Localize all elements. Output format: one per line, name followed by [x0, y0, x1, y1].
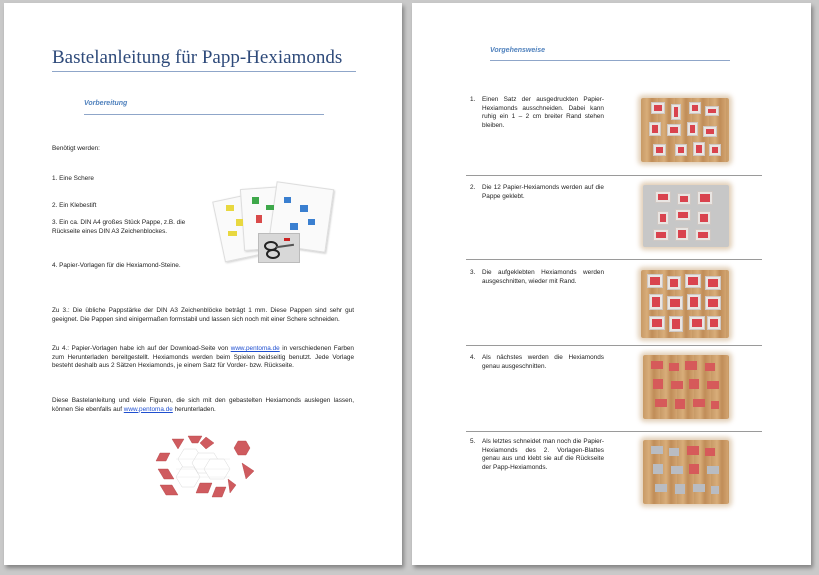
materials-image — [212, 183, 340, 265]
section-heading-vorgehensweise: Vorgehensweise — [490, 47, 545, 54]
section-heading-vorbereitung: Vorbereitung — [84, 100, 128, 107]
step-photo — [641, 98, 729, 162]
step-photo — [643, 440, 729, 504]
title-rule — [52, 71, 356, 72]
pentoma-link[interactable]: www.pentoma.de — [123, 405, 173, 413]
step-divider — [466, 259, 762, 260]
step-divider — [466, 175, 762, 176]
step-photo — [643, 185, 729, 247]
page-2 — [412, 3, 811, 565]
list-item: 4. Papier-Vorlagen für die Hexiamond-Steine. — [52, 262, 181, 269]
list-item: 2. Ein Klebestift — [52, 202, 97, 209]
page-title: Bastelanleitung für Papp-Hexiamonds — [52, 47, 343, 68]
step-divider — [466, 345, 762, 346]
step-text: Die aufgeklebten Hexiamonds werden ausgeschnitten, wieder mit Rand. — [482, 269, 604, 285]
step-photo — [641, 270, 729, 338]
list-item: 1. Eine Schere — [52, 175, 94, 182]
step-photo — [643, 355, 729, 419]
step-text: Die 12 Papier-Hexiamonds werden auf die Pappe geklebt. — [482, 184, 604, 200]
paragraph-download: Diese Bastelanleitung und viele Figuren, die sich mit den gebastelten Hexiamonds auslegen lassen, können Sie ebenfalls auf www.pentoma.de herunterladen. — [52, 397, 354, 413]
step-number: 1. — [470, 96, 476, 103]
step-text: Als nächstes werden die Hexiamonds genau ausgeschnitten. — [482, 354, 604, 370]
step-divider — [466, 431, 762, 432]
section-rule — [84, 114, 324, 115]
section-rule — [490, 60, 730, 61]
step-number: 5. — [470, 438, 476, 445]
hexiamond-figure — [154, 433, 264, 499]
page-1 — [4, 3, 402, 565]
step-number: 3. — [470, 269, 476, 276]
step-number: 4. — [470, 354, 476, 361]
list-item: 3. Ein ca. DIN A4 großes Stück Pappe, z.B. die Rückseite eines DIN A3 Zeichenblockes. — [52, 219, 186, 235]
needed-label: Benötigt werden: — [52, 145, 100, 152]
step-number: 2. — [470, 184, 476, 191]
step-text: Einen Satz der ausgedruckten Papier-Hexiamonds ausschneiden. Dabei kann ruhig ein 1 – 2 cm breiter Rand stehen bleiben. — [482, 96, 604, 129]
step-text: Als letztes schneidet man noch die Papier-Hexiamonds des 2. Vorlagen-Blattes genau aus und klebt sie auf die Rückseite der Papp-Hexiamonds. — [482, 438, 604, 471]
paragraph-zu-3: Zu 3.: Die übliche Pappstärke der DIN A3 Zeichenblöcke beträgt 1 mm. Diese Pappen sind sehr gut geeignet. Die Pappen sind einigermaßen formstabil und lassen sich noch mit einer Schere schneiden. — [52, 307, 354, 323]
paragraph-zu-4: Zu 4.: Papier-Vorlagen habe ich auf der Download-Seite von www.pentoma.de in verschiedenen Farben zum Herunterladen bereitgestellt. Hexiamonds werden beim Spielen beidseitig benutzt. Jede Vorlage besteht deshalb aus 2 Sätzen Hexiamonds, je einem Satz für Vorder- bzw. Rückseite. — [52, 345, 354, 370]
pentoma-link[interactable]: www.pentoma.de — [230, 345, 280, 352]
